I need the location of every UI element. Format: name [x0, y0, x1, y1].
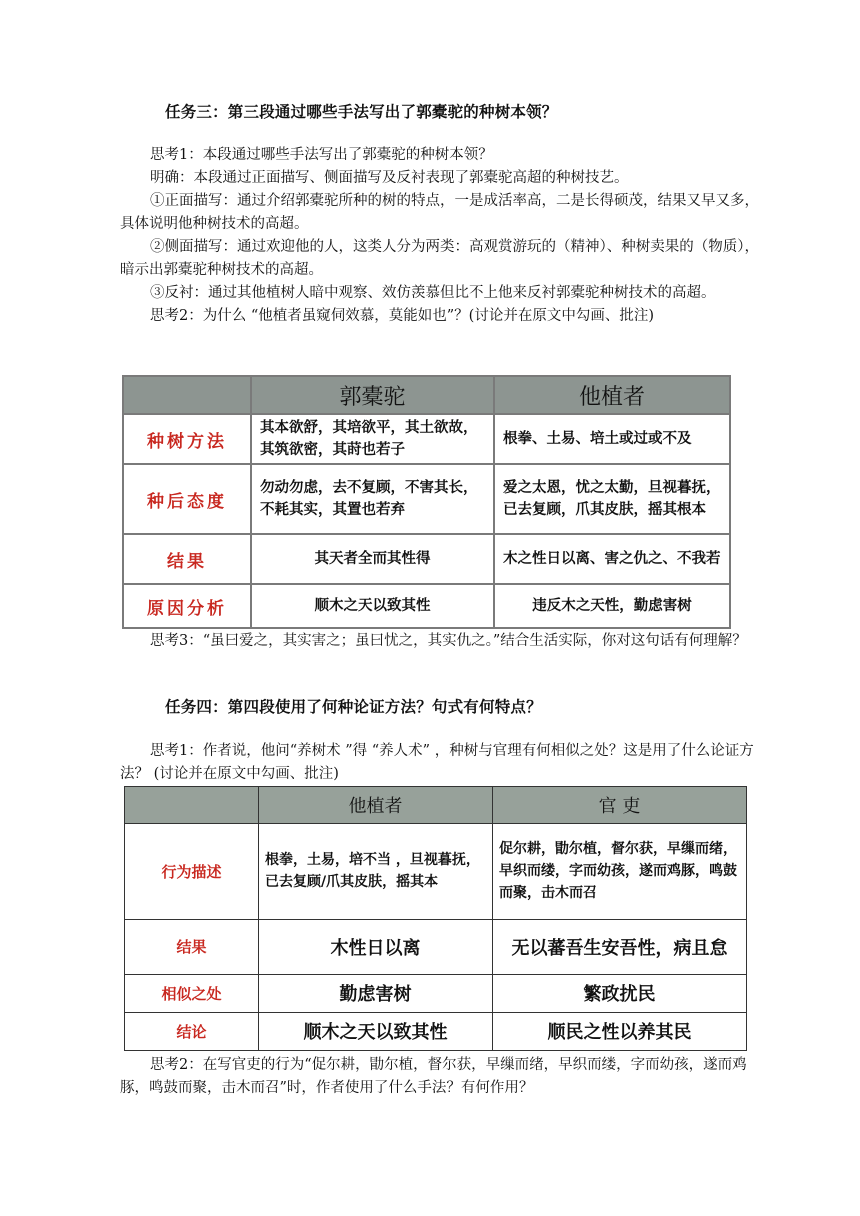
- table-header-row: [125, 787, 747, 824]
- table-cell: 顺民之性以养其民: [493, 1012, 747, 1050]
- table-row: [123, 534, 730, 584]
- paragraph: 思考1：本段通过哪些手法写出了郭橐驼的种树本领？: [150, 147, 493, 163]
- paragraph: 明确：本段通过正面描写、侧面描写及反衬表现了郭橐驼高超的种树技艺。: [150, 170, 629, 186]
- table-row: [123, 464, 730, 534]
- table-cell: 根拳、土易、培土或过或不及: [494, 414, 730, 464]
- task4-heading: 任务四：第四段使用了何种论证方法？句式有何特点？: [165, 697, 542, 716]
- row-label: 结果: [123, 534, 251, 584]
- think2-paragraph: 思考2：在写官吏的行为“促尔耕，勖尔植，督尔获，早缫而绪，早织而缕，字而幼孩，遂而鸡豚，鸣鼓而聚，击木而召”时，作者使用了什么手法？有何作用？: [120, 1057, 747, 1096]
- row-label: 原因分析: [123, 584, 251, 628]
- table-cell: 繁政扰民: [493, 974, 747, 1012]
- task3-heading: 任务三：第三段通过哪些手法写出了郭橐驼的种树本领？: [165, 102, 558, 121]
- table-cell: 促尔耕，勖尔植，督尔获，早缫而绪，早织而缕，字而幼孩，遂而鸡豚，鸣鼓而聚，击木而召: [493, 824, 747, 919]
- task3-body: [120, 144, 760, 328]
- table-row: [123, 414, 730, 464]
- table-cell: 违反木之天性，勤虑害树: [494, 584, 730, 628]
- table-header: 官 吏: [493, 787, 747, 824]
- table-row: [125, 919, 747, 974]
- row-label: 种后态度: [123, 464, 251, 534]
- paragraph: 思考2：为什么 “他植者虽窥伺效慕，莫能如也”？(讨论并在原文中勾画、批注): [150, 308, 654, 324]
- row-label: 种树方法: [123, 414, 251, 464]
- table-header-row: [123, 376, 730, 414]
- row-label: 行为描述: [125, 824, 259, 919]
- comparison-table-2: [124, 786, 747, 1051]
- table-cell: 根拳，土易，培不当 ，旦视暮抚，已去复顾/爪其皮肤，摇其本: [259, 824, 493, 919]
- table-cell: 其天者全而其性得: [251, 534, 494, 584]
- table-header: 郭橐驼: [251, 376, 494, 414]
- table-cell: 勿动勿虑，去不复顾，不害其长，不耗其实，其置也若弃: [251, 464, 494, 534]
- table-cell: 顺木之天以致其性: [259, 1012, 493, 1050]
- comparison-table-1: [122, 375, 731, 629]
- table-row: [123, 584, 730, 628]
- row-label: 结果: [125, 919, 259, 974]
- table-cell: 木之性日以离、害之仇之、不我若: [494, 534, 730, 584]
- table-cell: 勤虑害树: [259, 974, 493, 1012]
- row-label: 结论: [125, 1012, 259, 1050]
- think3-paragraph: 思考3：“虽曰爱之，其实害之；虽曰忧之，其实仇之。”结合生活实际，你对这句话有何理解？: [150, 633, 747, 649]
- paragraph: ③反衬：通过其他植树人暗中观察、效仿羡慕但比不上他来反衬郭橐驼种树技术的高超。: [150, 285, 716, 301]
- paragraph: ①正面描写：通过介绍郭橐驼所种的树的特点，一是成活率高，二是长得硕茂，结果又早又多，具体说明他种树技术的高超。: [120, 193, 759, 232]
- table-header-corner: [123, 376, 251, 414]
- table-cell: 其本欲舒，其培欲平，其土欲故，其筑欲密，其莳也若子: [251, 414, 494, 464]
- table-cell: 无以蕃吾生安吾性，病且怠: [493, 919, 747, 974]
- row-label: 相似之处: [125, 974, 259, 1012]
- table-header: 他植者: [494, 376, 730, 414]
- task4-think1: 思考1：作者说，他问“养树术 ”得 “养人术” ，种树与官理有何相似之处？这是用了什么论证方法？ (讨论并在原文中勾画、批注): [120, 743, 754, 782]
- table-row: [125, 1012, 747, 1050]
- table-cell: 顺木之天以致其性: [251, 584, 494, 628]
- table-header-corner: [125, 787, 259, 824]
- table-cell: 木性日以离: [259, 919, 493, 974]
- table-cell: 爱之太恩，忧之太勤，旦视暮抚，已去复顾，爪其皮肤，摇其根本: [494, 464, 730, 534]
- table-row: [125, 974, 747, 1012]
- paragraph: ②侧面描写：通过欢迎他的人，这类人分为两类：高观赏游玩的（精神）、种树卖果的（物质），暗示出郭橐驼种树技术的高超。: [120, 239, 759, 278]
- table-row: [125, 824, 747, 919]
- table-header: 他植者: [259, 787, 493, 824]
